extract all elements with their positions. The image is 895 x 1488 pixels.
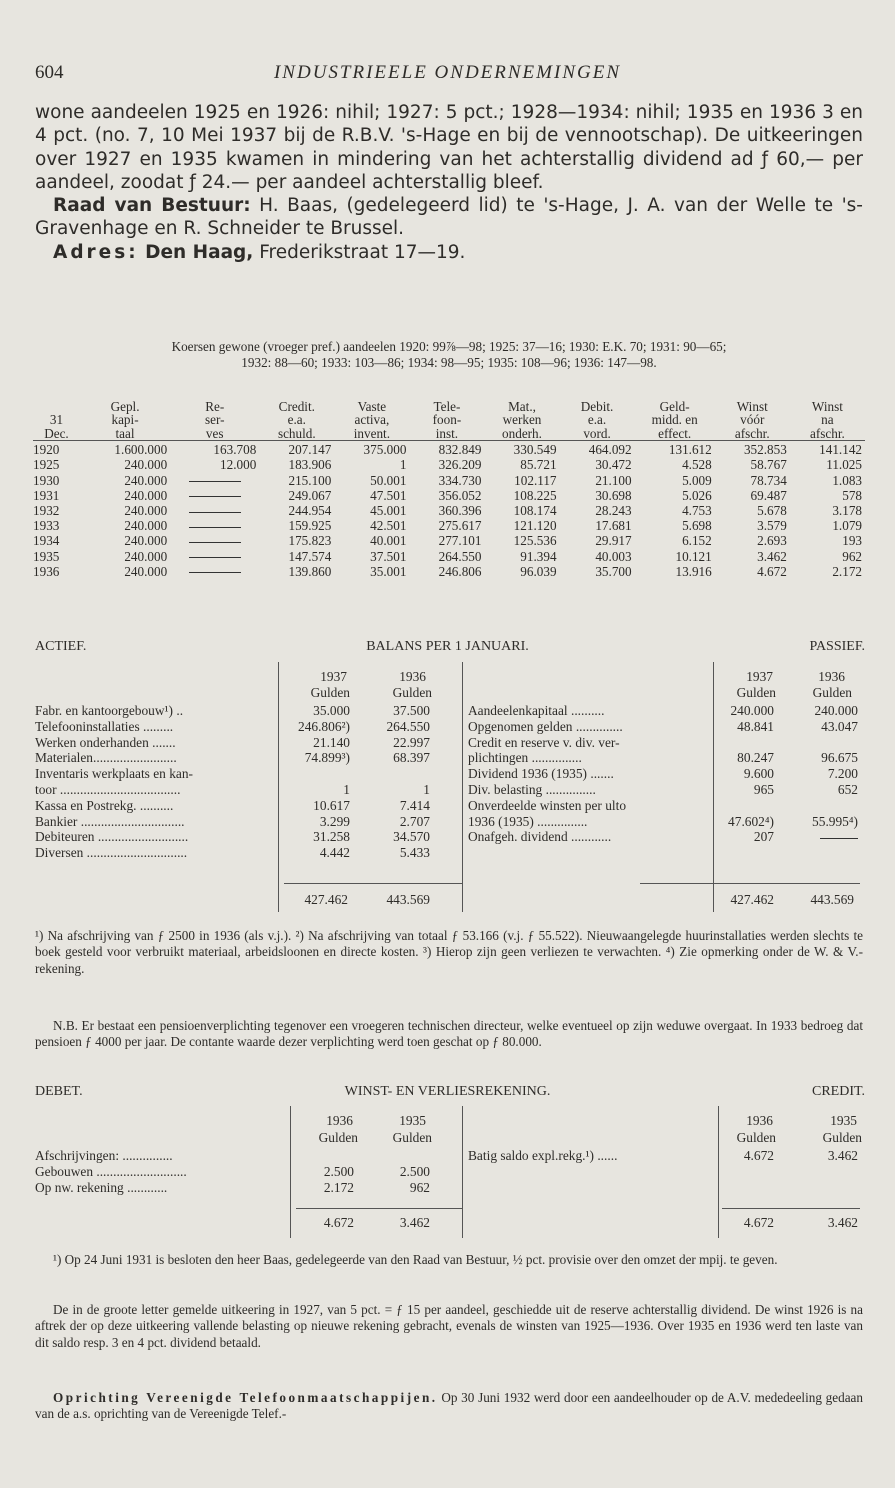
value-cell: 240.000: [124, 533, 168, 549]
intro-text: [35, 101, 863, 264]
account-value-a: 3.299: [319, 813, 350, 829]
account-value-b: 2.707: [399, 813, 430, 829]
account-value-b: 68.397: [393, 750, 430, 766]
adres-label: Adres:: [53, 241, 139, 263]
value-cell: 78.734: [750, 472, 787, 488]
value-cell: 37.501: [370, 548, 407, 564]
passief-list: [468, 703, 858, 845]
account-value-b: 264.550: [386, 718, 430, 734]
value-cell: 240.000: [124, 518, 168, 534]
value-cell: 40.001: [370, 533, 407, 549]
account-value-a: 74.899³): [304, 750, 350, 766]
account-value-b: 96.675: [821, 750, 858, 766]
value-cell: 13.916: [675, 563, 712, 579]
value-cell: 326.209: [438, 457, 482, 473]
empty-dash: [189, 557, 241, 558]
capital-table-header-cell: Tele-: [433, 399, 461, 414]
account-value-a: 4.672: [743, 1148, 774, 1163]
debet-total-a: 4.672: [323, 1215, 354, 1230]
account-label: Diversen ..............................: [35, 845, 188, 861]
koersen-text: [35, 339, 863, 372]
balans-footnotes: ¹) Na afschrijving van ƒ 2500 in 1936 (als v.j.). ²) Na afschrijving van totaal ƒ 53.166 (v.j. ƒ 55.522). Nieuwaangelegde huurinstallaties werden slechts te boek gesteld voor verbruikt materiaal, arbeidsloonen en directe kosten. ³) Hierop zijn geen verliezen te verwachten. ⁴) Zie opmerking onder de W. & V.-rekening.: [35, 928, 863, 976]
value-cell: 131.612: [635, 441, 715, 458]
debet-total-rule: [296, 1208, 462, 1209]
account-label: Bankier ...............................: [35, 813, 185, 829]
actief-total-b: 443.569: [386, 892, 430, 907]
capital-table-header-cell: Winst: [811, 399, 843, 414]
value-cell: 96.039: [520, 563, 557, 579]
value-cell: 193: [842, 533, 862, 549]
adres-city: Den Haag,: [138, 241, 254, 263]
value-cell: 240.000: [124, 503, 168, 519]
account-label: Batig saldo expl.rekg.¹) ......: [468, 1148, 618, 1163]
value-cell: 832.849: [409, 441, 484, 458]
value-cell: 277.101: [438, 533, 482, 549]
value-cell: [170, 564, 259, 579]
value-cell: [170, 503, 259, 518]
value-cell: 5.026: [682, 487, 712, 503]
account-value-a: 2.172: [323, 1179, 354, 1195]
value-cell: 4.672: [757, 563, 787, 579]
account-row: [35, 703, 455, 719]
value-cell: 240.000: [124, 563, 168, 579]
value-cell: 330.549: [484, 441, 559, 458]
value-cell: 42.501: [370, 518, 407, 534]
value-cell: 183.906: [288, 457, 332, 473]
value-cell: 240.000: [124, 548, 168, 564]
account-label: Credit en reserve v. div. ver-: [468, 734, 620, 750]
value-cell: 1: [399, 457, 407, 473]
value-cell: 40.003: [595, 548, 632, 564]
value-cell: 356.052: [438, 487, 482, 503]
debet-list: [35, 1148, 455, 1195]
value-cell: 35.700: [595, 563, 632, 579]
capital-table-header-cell: kapi-: [111, 412, 139, 428]
empty-dash: [189, 572, 241, 573]
account-row: [35, 1180, 455, 1196]
intro-paragraph: wone aandeelen 1925 en 1926: nihil; 1927: 5 pct.; 1928—1934: nihil; 1935 en 1936 3 en 4 pct. (no. 7, 10 Mei 1937 bij de R.B.V. 's-Hage en bij de vennootschap). De uitkeeringen over 1927 en 1935 kwamen in mindering van het achterstallig dividend ad ƒ 60,— per aandeel, zoodat ƒ 24.— per aandeel achterstallig bleef.: [35, 102, 863, 193]
value-cell: 464.092: [560, 441, 635, 458]
value-cell: 244.954: [288, 503, 332, 519]
value-cell: 578: [842, 487, 862, 503]
value-cell: 141.142: [790, 441, 865, 458]
account-value-a: 80.247: [737, 750, 774, 766]
account-label: Opgenomen gelden ..............: [468, 718, 623, 734]
value-cell: 121.120: [513, 518, 557, 534]
account-value-a: 48.841: [737, 718, 774, 734]
account-value-b: 55.995⁴): [812, 813, 858, 829]
value-cell: 240.000: [124, 457, 168, 473]
balans-actief-year-b: 1936: [399, 669, 426, 684]
account-row: [35, 735, 455, 751]
account-label: Gebouwen ...........................: [35, 1163, 187, 1179]
account-label: Div. belasting ...............: [468, 781, 596, 797]
value-cell: 91.394: [520, 548, 557, 564]
account-row: [468, 735, 858, 751]
value-cell: 21.100: [595, 472, 632, 488]
account-row: [468, 782, 858, 798]
value-cell: 360.396: [438, 503, 482, 519]
capital-table-header-cell: Debit.: [580, 399, 614, 414]
account-value-b: 5.433: [399, 845, 430, 861]
account-value-a: 35.000: [313, 703, 350, 718]
account-value-a: 21.140: [313, 734, 350, 750]
account-row: [468, 719, 858, 735]
wv-credit-year-b: 1935: [830, 1113, 857, 1128]
value-cell: 375.000: [334, 441, 409, 458]
capital-table-header-cell: werken: [502, 412, 542, 428]
capital-table-header-cell: Mat.,: [508, 399, 536, 414]
capital-table-header-cell: [33, 400, 80, 413]
year-cell: 1936: [33, 563, 60, 579]
year-cell: 1934: [33, 533, 60, 549]
value-cell: 275.617: [438, 518, 482, 534]
raad-paragraph: [35, 194, 863, 241]
value-cell: 147.574: [288, 548, 332, 564]
actief-total-a: 427.462: [304, 892, 348, 907]
value-cell: 1.083: [832, 472, 862, 488]
account-value-b: 43.047: [821, 718, 858, 734]
empty-dash: [189, 527, 241, 528]
capital-table-row: [33, 564, 865, 579]
account-value-a: 1: [343, 781, 350, 797]
capital-table-row: [33, 488, 865, 503]
account-label: Afschrijvingen: ...............: [35, 1148, 173, 1163]
capital-table-row: [33, 441, 865, 458]
page-number: 604: [35, 62, 64, 83]
year-cell: 1920: [33, 441, 80, 458]
capital-table-header-cell: ser-: [204, 412, 225, 428]
account-label: Debiteuren ...........................: [35, 829, 189, 845]
capital-table-header-cell: 31: [49, 412, 64, 428]
value-cell: 159.925: [288, 518, 332, 534]
value-cell: 6.152: [682, 533, 712, 549]
actief-list: [35, 703, 455, 861]
value-cell: 35.001: [370, 563, 407, 579]
capital-table-header-row: [33, 400, 865, 413]
account-value-b: 1: [423, 781, 430, 797]
balans-passief-unit-b: Gulden: [812, 685, 852, 700]
koersen-line-2: 1932: 88—60; 1933: 103—86; 1934: 98—95; 1935: 108—96; 1936: 147—98.: [241, 355, 657, 371]
value-cell: 139.860: [288, 563, 332, 579]
value-cell: 2.172: [832, 563, 862, 579]
oprichting-paragraph: [35, 1390, 863, 1423]
raad-label: Raad van Bestuur:: [53, 195, 251, 217]
credit-total-a: 4.672: [743, 1215, 774, 1230]
value-cell: 240.000: [124, 472, 168, 488]
value-cell: 28.243: [595, 503, 632, 519]
account-label: Op nw. rekening ............: [35, 1179, 168, 1195]
value-cell: 108.174: [513, 503, 557, 519]
capital-table-row: [33, 518, 865, 533]
account-label: Dividend 1936 (1935) .......: [468, 766, 614, 782]
actief-total-rule: [284, 883, 462, 884]
value-cell: 249.067: [288, 487, 332, 503]
balans-actief-year-a: 1937: [320, 669, 347, 684]
passief-total-a: 427.462: [730, 892, 774, 907]
account-label: Onafgeh. dividend ............: [468, 829, 612, 845]
value-cell: 50.001: [370, 472, 407, 488]
capital-table-header-cell: invent.: [353, 425, 390, 441]
running-title: INDUSTRIEELE ONDERNEMINGEN: [273, 62, 621, 83]
account-value-b: 34.570: [393, 829, 430, 845]
wv-credit-unit-b: Gulden: [822, 1130, 862, 1145]
year-cell: 1931: [33, 487, 60, 503]
balans-passief-year-b: 1936: [818, 669, 845, 684]
value-cell: 2.693: [757, 533, 787, 549]
value-cell: 5.698: [682, 518, 712, 534]
account-label: Kassa en Postrekg. ..........: [35, 797, 174, 813]
capital-table-header-cell: schuld.: [277, 425, 316, 441]
capital-table-header-cell: vord.: [583, 425, 611, 441]
value-cell: 334.730: [438, 472, 482, 488]
account-value-b: 962: [409, 1179, 430, 1195]
capital-table-header-cell: midd. en: [651, 412, 698, 428]
credit-total-rule: [722, 1208, 860, 1209]
balans-actief-unit-b: Gulden: [392, 685, 432, 700]
value-cell: 108.225: [513, 487, 557, 503]
capital-table-header-cell: effect.: [658, 425, 692, 441]
account-row: [468, 798, 858, 814]
capital-table-header-cell: foon-: [432, 412, 462, 428]
value-cell: 30.472: [595, 457, 632, 473]
account-value-a: 207: [753, 829, 774, 845]
capital-table-header-cell: activa,: [354, 412, 390, 428]
account-label: Aandeelenkapitaal ..........: [468, 703, 605, 718]
account-value-b: 37.500: [393, 703, 430, 718]
account-row: [35, 814, 455, 830]
account-label: Werken onderhanden .......: [35, 734, 176, 750]
value-cell: [170, 533, 259, 548]
account-row: [468, 750, 858, 766]
account-row: [35, 766, 455, 782]
account-row: [35, 798, 455, 814]
account-value-a: 47.602⁴): [728, 813, 774, 829]
account-row: [35, 750, 455, 766]
capital-table-header-cell: Vaste: [357, 399, 387, 414]
value-cell: 264.550: [438, 548, 482, 564]
raad-text: H. Baas, (gedelegeerd lid) te 's-Hage, J. A. van der Welle te 's-Gravenhage en R. Schneider te Brussel.: [35, 195, 863, 240]
account-label: Inventaris werkplaats en kan-: [35, 766, 194, 782]
balans-passief-unit-a: Gulden: [736, 685, 776, 700]
wv-debet-unit-a: Gulden: [318, 1130, 358, 1145]
balans-divider: [462, 662, 463, 912]
debet-total-b: 3.462: [399, 1215, 430, 1230]
value-cell: 4.528: [682, 457, 712, 473]
adres-text: Frederikstraat 17—19.: [253, 241, 466, 263]
credit-list: [468, 1148, 858, 1164]
wv-footnote: ¹) Op 24 Juni 1931 is besloten den heer Baas, gedelegeerde van den Raad van Bestuur, ½ pct. provisie over den omzet der mpij. te geven.: [53, 1252, 778, 1267]
capital-table-header-cell: Gepl.: [110, 399, 140, 414]
account-value-a: 2.500: [323, 1163, 354, 1179]
value-cell: 163.708: [170, 441, 259, 458]
capital-table-header-cell: Re-: [205, 399, 225, 414]
account-value-b: 240.000: [814, 703, 858, 718]
capital-table-header-cell: na: [821, 412, 834, 428]
account-row: [35, 1164, 455, 1180]
value-cell: 352.853: [715, 441, 790, 458]
value-cell: 11.025: [826, 457, 862, 473]
value-cell: 102.117: [514, 472, 557, 488]
capital-table-row: [33, 457, 865, 472]
value-cell: 4.753: [682, 503, 712, 519]
account-label: 1936 (1935) ...............: [468, 813, 588, 829]
adres-paragraph: [35, 241, 863, 264]
value-cell: 47.501: [370, 487, 407, 503]
balans-actief-unit-a: Gulden: [310, 685, 350, 700]
wv-left-title: DEBET.: [35, 1084, 83, 1099]
value-cell: 17.681: [595, 518, 632, 534]
capital-table-header-cell: afschr.: [734, 425, 770, 441]
year-cell: 1935: [33, 548, 60, 564]
value-cell: [170, 473, 259, 488]
capital-table-header-cell: e.a.: [287, 412, 306, 428]
account-value-b: 7.414: [399, 797, 430, 813]
balans-title: BALANS PER 1 JANUARI.: [366, 639, 529, 654]
value-cell: 3.178: [832, 503, 862, 519]
capital-table-header-cell: Dec.: [44, 425, 69, 441]
value-cell: 58.767: [750, 457, 787, 473]
value-cell: 69.487: [750, 487, 787, 503]
value-cell: 215.100: [288, 472, 332, 488]
value-cell: [170, 549, 259, 564]
capital-table-header-row: [33, 413, 865, 426]
account-value-b: [786, 829, 858, 845]
capital-table-header-cell: taal: [115, 425, 135, 441]
account-row: [35, 845, 455, 861]
balans-left-title: ACTIEF.: [35, 639, 87, 654]
account-row: [35, 1148, 455, 1164]
value-cell: 1.600.000: [80, 441, 170, 458]
account-row: [468, 814, 858, 830]
credit-total-b: 3.462: [827, 1215, 858, 1230]
empty-dash: [189, 481, 241, 482]
capital-table-row: [33, 533, 865, 548]
capital-table-header-cell: e.a.: [587, 412, 607, 428]
wv-credit-unit-a: Gulden: [736, 1130, 776, 1145]
empty-dash: [189, 512, 241, 513]
value-cell: 5.009: [682, 472, 712, 488]
account-value-a: 4.442: [319, 845, 350, 861]
account-value-b: 22.997: [393, 734, 430, 750]
value-cell: 207.147: [259, 441, 334, 458]
capital-table-header-cell: inst.: [435, 425, 459, 441]
capital-table-header-cell: afschr.: [810, 425, 845, 441]
wv-debet-year-b: 1935: [399, 1113, 426, 1128]
capital-table-row: [33, 549, 865, 564]
empty-dash: [189, 496, 241, 497]
account-value-a: 246.806²): [298, 718, 350, 734]
capital-table-header-cell: Credit.: [278, 399, 315, 414]
wv-right-title: CREDIT.: [811, 1084, 865, 1099]
account-label: Telefooninstallaties .........: [35, 718, 174, 734]
value-cell: 246.806: [438, 563, 482, 579]
nb-note: N.B. Er bestaat een pensioenverplichting tegenover een vroegeren technischen directeur, welke eventueel op zijn weduwe overgaat. In 1933 bedroeg dat pensioen ƒ 4000 per jaar. De contante waarde dezer verplichting werd toen geschat op ƒ 80.000.: [35, 1018, 863, 1050]
passief-total-rule: [640, 883, 860, 884]
value-cell: 3.462: [757, 548, 787, 564]
wv-title: WINST- EN VERLIESREKENING.: [344, 1084, 551, 1099]
year-cell: 1930: [33, 472, 60, 488]
capital-table-header-cell: vóór: [740, 412, 765, 428]
value-cell: 10.121: [675, 548, 712, 564]
groote-letter-paragraph: De in de groote letter gemelde uitkeering in 1927, van 5 pct. = ƒ 15 per aandeel, geschiedde uit de reserve achterstallig dividend. De winst 1926 is na aftrek der op deze uitkeering vallende belasting op nieuwe rekening gebracht, evenals de winsten van 1925—1936. Over 1935 en 1936 werd ten laste van dit saldo resp. 3 en 4 pct. dividend betaald.: [35, 1302, 863, 1350]
oprichting-label: Oprichting Vereenigde Telefoonmaatschappijen.: [53, 1390, 438, 1405]
capital-table-header-cell: ves: [205, 425, 224, 441]
wv-credit-year-a: 1936: [746, 1113, 773, 1128]
account-value-a: 10.617: [313, 797, 350, 813]
account-value-b: 3.462: [827, 1148, 858, 1163]
wv-debet-unit-b: Gulden: [392, 1130, 432, 1145]
wv-divider: [462, 1106, 463, 1238]
value-cell: 45.001: [370, 503, 407, 519]
account-row: [468, 703, 858, 719]
empty-dash: [189, 542, 241, 543]
account-row: [35, 719, 455, 735]
account-row: [35, 829, 455, 845]
account-label: Onverdeelde winsten per ulto: [468, 797, 627, 813]
account-row: [468, 766, 858, 782]
capital-table-header-row: [33, 427, 865, 441]
balans-passief-year-a: 1937: [746, 669, 773, 684]
account-label: plichtingen ...............: [468, 750, 582, 766]
capital-table-row: [33, 473, 865, 488]
value-cell: 85.721: [520, 457, 557, 473]
year-cell: 1932: [33, 503, 60, 519]
value-cell: 240.000: [124, 487, 168, 503]
account-value-b: 2.500: [399, 1163, 430, 1179]
account-row: [468, 829, 858, 845]
passief-total-b: 443.569: [810, 892, 854, 907]
koersen-line-1: Koersen gewone (vroeger pref.) aandeelen 1920: 99⅞—98; 1925: 37—16; 1930: E.K. 70; 1931: 90—65;: [171, 339, 727, 354]
value-cell: 29.917: [595, 533, 632, 549]
value-cell: [170, 518, 259, 533]
capital-table-header-cell: Winst: [736, 399, 768, 414]
year-cell: 1925: [33, 457, 60, 473]
wv-debet-year-a: 1936: [326, 1113, 353, 1128]
account-label: Fabr. en kantoorgebouw¹) ..: [35, 703, 184, 718]
account-value-a: 9.600: [743, 766, 774, 782]
value-cell: 3.579: [757, 518, 787, 534]
year-cell: 1933: [33, 518, 60, 534]
account-row: [468, 1148, 858, 1164]
value-cell: 175.823: [288, 533, 332, 549]
value-cell: 125.536: [513, 533, 557, 549]
value-cell: 5.678: [757, 503, 787, 519]
value-cell: 962: [842, 548, 862, 564]
oprichting-text: Op 30 Juni 1932 werd door een aandeelhouder op de A.V. mededeeling gedaan van de a.s. oprichting van de Vereenigde Telef.-: [35, 1390, 864, 1422]
capital-table: [33, 400, 865, 579]
empty-dash: [820, 838, 858, 839]
capital-table-row: [33, 503, 865, 518]
account-label: toor ....................................: [35, 781, 181, 797]
value-cell: 1.079: [832, 518, 862, 534]
account-value-a: 31.258: [313, 829, 350, 845]
account-value-b: 652: [837, 781, 858, 797]
account-value-a: 240.000: [730, 703, 774, 718]
account-label: Materialen.........................: [35, 750, 177, 766]
value-cell: 30.698: [595, 487, 632, 503]
value-cell: 12.000: [220, 457, 257, 473]
balans-right-title: PASSIEF.: [809, 639, 865, 654]
capital-table-header-cell: Geld-: [659, 399, 690, 414]
value-cell: [170, 488, 259, 503]
capital-table-header-cell: onderh.: [502, 425, 542, 441]
account-row: [35, 782, 455, 798]
account-value-b: 7.200: [827, 766, 858, 782]
account-value-a: 965: [753, 781, 774, 797]
